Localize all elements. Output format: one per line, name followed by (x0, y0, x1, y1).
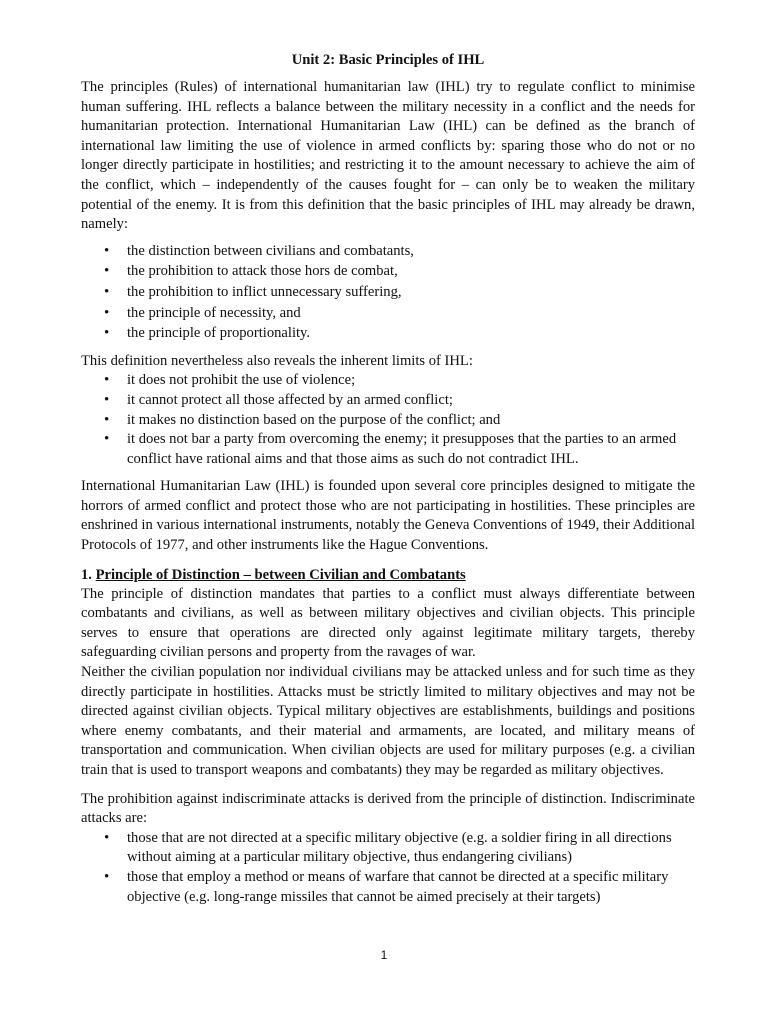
list-item: • the distinction between civilians and combatants, (81, 241, 695, 262)
limits-intro-paragraph: This definition nevertheless also reveals the inherent limits of IHL: (81, 352, 473, 369)
section-heading-text: Principle of Distinction – between Civilian and Combatants (95, 566, 466, 583)
intro-paragraph: The principles (Rules) of international humanitarian law (IHL) try to regulate conflict to minimise human suffering. IHL reflects a balance between the military necessity in a conflict and the needs for humanitarian protection. International Humanitarian Law (IHL) can be defined as the branch of international law limiting the use of violence in armed conflicts by: sparing those who do not or no longer directly participate in hostilities; and restricting it to the amount necessary to achieve the aim of the conflict, which – independently of the causes fought for – can only be to weaken the military potential of the enemy. It is from this definition that the basic principles of IHL may already be drawn, namely: (81, 79, 695, 233)
principles-list (81, 241, 695, 344)
list-item: • it makes no distinction based on the purpose of the conflict; and (81, 411, 695, 431)
limits-list (81, 371, 695, 469)
section-heading (81, 565, 695, 585)
list-item: • it does not prohibit the use of violence; (81, 371, 695, 391)
document-page (81, 50, 695, 907)
list-item: • those that employ a method or means of warfare that cannot be directed at a specific military objective (e.g. long-range missiles that cannot be aimed precisely at their targets) (81, 868, 695, 907)
list-item: • the principle of necessity, and (81, 303, 695, 324)
list-item: • the prohibition to attack those hors de combat, (81, 261, 695, 282)
list-item: • it does not bar a party from overcoming the enemy; it presupposes that the parties to an armed conflict have rational aims and that those aims as such do not contradict IHL. (81, 430, 695, 469)
indiscriminate-attacks-list (81, 829, 695, 907)
section-paragraph: The prohibition against indiscriminate attacks is derived from the principle of distinction. Indiscriminate attacks are: (81, 790, 695, 827)
section-number: 1. (81, 566, 92, 583)
section-paragraph: The principle of distinction mandates that parties to a conflict must always differentiate between combatants and civilians, as well as between military objectives and civilian objects. This principle serves to ensure that operations are directed only against legitimate military targets, thereby safeguarding civilian persons and property from the ravages of war. (81, 585, 695, 661)
list-item: • the principle of proportionality. (81, 323, 695, 344)
list-item: • those that are not directed at a specific military objective (e.g. a soldier firing in all directions without aiming at a particular military objective, thus endangering civilians) (81, 829, 695, 868)
section-paragraph: Neither the civilian population nor individual civilians may be attacked unless and for such time as they directly participate in hostilities. Attacks must be strictly limited to military objectives and may not be directed against civilian objects. Typical military objectives are establishments, buildings and positions where enemy combatants, and their material and armaments, are located, and military means of transportation and communication. When civilian objects are used for military purposes (e.g. a civilian train that is used to transport weapons and combatants) they may be regarded as military objectives. (81, 664, 695, 778)
list-item: • the prohibition to inflict unnecessary suffering, (81, 282, 695, 303)
page-number: 1 (380, 948, 388, 962)
document-title: Unit 2: Basic Principles of IHL (291, 52, 485, 68)
list-item: • it cannot protect all those affected by an armed conflict; (81, 391, 695, 411)
founded-paragraph: International Humanitarian Law (IHL) is founded upon several core principles designed to mitigate the horrors of armed conflict and protect those who are not participating in hostilities. These principles are enshrined in various international instruments, notably the Geneva Conventions of 1949, their Additional Protocols of 1977, and other instruments like the Hague Conventions. (81, 478, 695, 554)
